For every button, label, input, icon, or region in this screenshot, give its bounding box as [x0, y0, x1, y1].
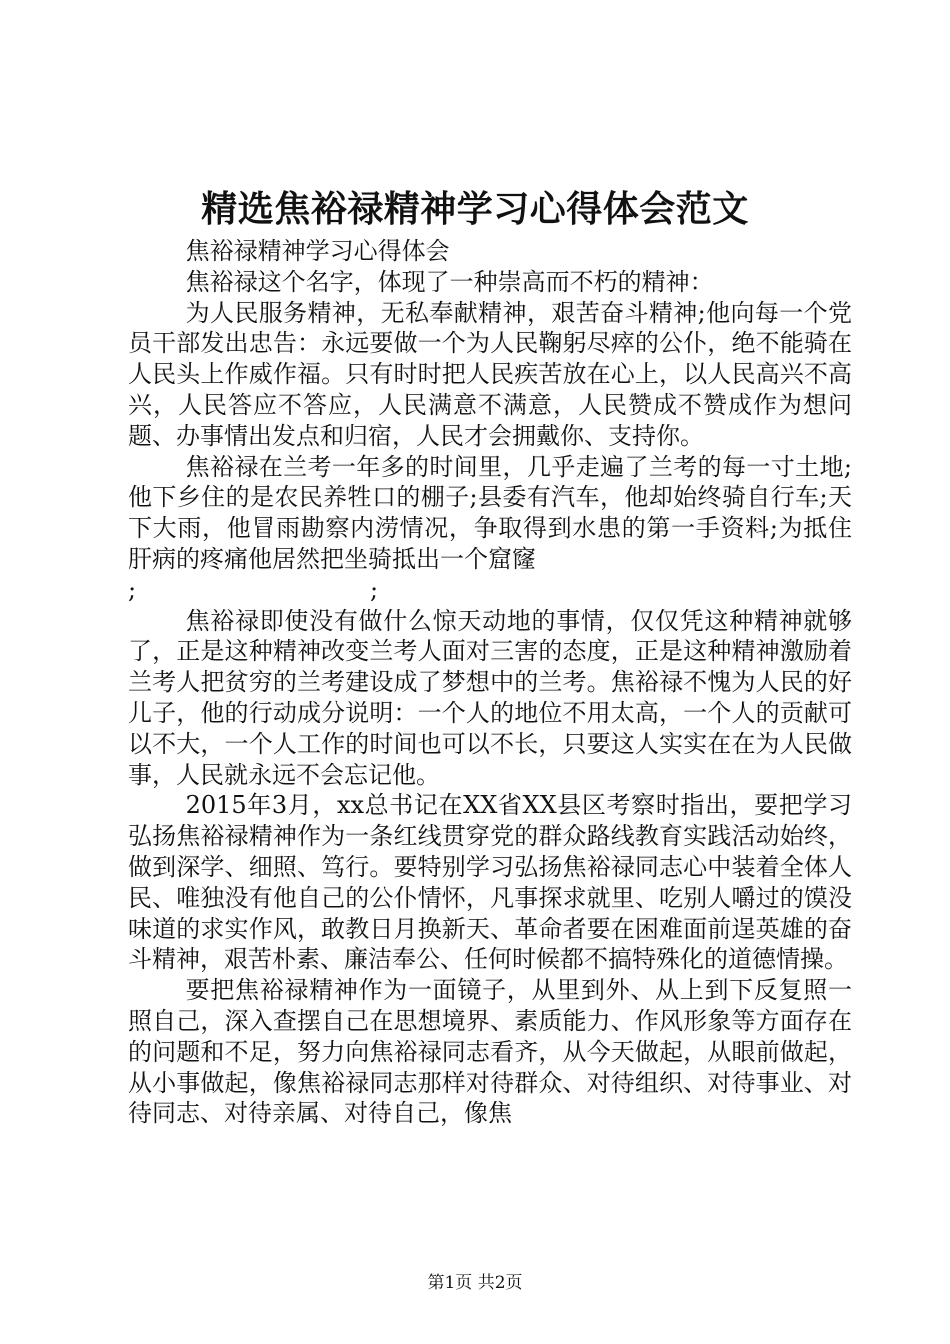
- paragraph: 焦裕禄在兰考一年多的时间里，几乎走遍了兰考的每一寸土地;他下乡住的是农民养牲口的棚子;县委有汽车，他却始终骑自行车;天下大雨，他冒雨勘察内涝情况，争取得到水患的第一手资料;为抵住肝病的疼痛他居然把坐骑抵出一个窟窿: [128, 452, 852, 573]
- paragraph: 焦裕禄这个名字，体现了一种崇高而不朽的精神：: [185, 267, 714, 296]
- semicolon-mark: ;: [128, 575, 137, 604]
- semicolon-line: [128, 575, 852, 606]
- paragraph: 焦裕禄即使没有做什么惊天动地的事情，仅仅凭这种精神就够了，正是这种精神改变兰考人面对三害的态度，正是这种精神激励着兰考人把贫穷的兰考建设成了梦想中的兰考。焦裕禄不愧为人民的好儿子，他的行动成分说明：一个人的地位不用太高，一个人的贡献可以不大，一个人工作的时间也可以不长，只要这人实实在在为人民做事，人民就永远不会忘记他。: [128, 606, 852, 789]
- document-title: 精选焦裕禄精神学习心得体会范文: [201, 189, 749, 230]
- document-body: [128, 236, 852, 1129]
- semicolon-mark: ;: [370, 575, 379, 604]
- paragraph: 要把焦裕禄精神作为一面镜子，从里到外、从上到下反复照一照自己，深入查摆自己在思想境界、素质能力、作风形象等方面存在的问题和不足，努力向焦裕禄同志看齐，从今天做起，从眼前做起，从小事做起，像焦裕禄同志那样对待群众、对待组织、对待事业、对待同志、对待亲属、对待自己，像焦: [128, 976, 852, 1128]
- paragraph: 焦裕禄精神学习心得体会: [185, 237, 450, 265]
- page-footer: 第1页 共2页: [427, 1273, 523, 1293]
- paragraph: 2015年3月，xx总书记在XX省XX县区考察时指出，要把学习弘扬焦裕禄精神作为一条红线贯穿党的群众路线教育实践活动始终，做到深学、细照、笃行。要特别学习弘扬焦裕禄同志心中装着全体人民、唯独没有他自己的公仆情怀，凡事探求就里、吃别人嚼过的馍没味道的求实作风，敢教日月换新天、革命者要在困难面前逞英雄的奋斗精神，艰苦朴素、廉洁奉公、任何时候都不搞特殊化的道德情操。: [128, 791, 852, 974]
- paragraph: 为人民服务精神，无私奉献精神，艰苦奋斗精神;他向每一个党员干部发出忠告：永远要做一个为人民鞠躬尽瘁的公仆，绝不能骑在人民头上作威作福。只有时时把人民疾苦放在心上，以人民高兴不高兴，人民答应不答应，人民满意不满意，人民赞成不赞成作为想问题、办事情出发点和归宿，人民才会拥戴你、支持你。: [128, 298, 852, 450]
